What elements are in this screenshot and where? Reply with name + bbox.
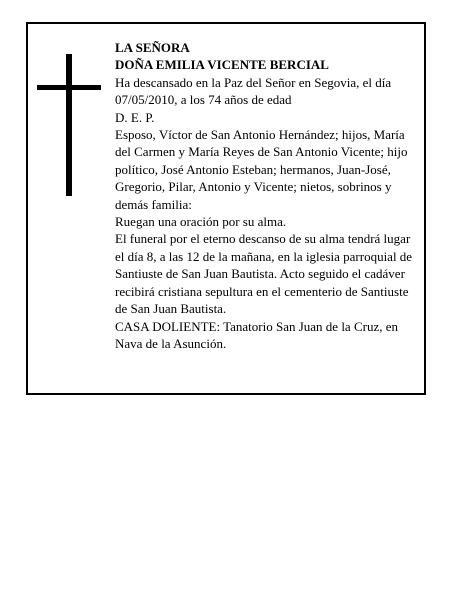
- family-list: Esposo, Víctor de San Antonio Hernández; hijos, María del Carmen y María Reyes de San Antonio Vicente; hijo político, José Antonio Esteban; hermanos, Juan-José, Gregorio, Pilar, Antonio y Vicente; nietos, sobrinos y demás familia:: [115, 127, 408, 212]
- obituary-text: [115, 39, 415, 352]
- mourning-house: CASA DOLIENTE: Tanatorio San Juan de la Cruz, en Nava de la Asunción.: [115, 318, 398, 351]
- dep-abbreviation: D. E. P.: [115, 109, 155, 125]
- funeral-details: El funeral por el eterno descanso de su alma tendrá lugar el día 8, a las 12 de la mañana, en la iglesia parroquial de Santiuste de San Juan Bautista. Acto seguido el cadáver recibirá cristiana sepultura en el cementerio de Santiuste de San Juan Bautista.: [115, 231, 413, 317]
- cross-vertical-bar: [66, 54, 72, 196]
- cross-horizontal-bar: [37, 85, 101, 90]
- prayer-request: Ruegan una oración por su alma.: [115, 214, 287, 230]
- notice-title: LA SEÑORA: [115, 40, 190, 55]
- death-statement: Ha descansado en la Paz del Señor en Segovia, el día 07/05/2010, a los 74 años de edad: [115, 74, 392, 108]
- deceased-name: DOÑA EMILIA VICENTE BERCIAL: [115, 57, 329, 73]
